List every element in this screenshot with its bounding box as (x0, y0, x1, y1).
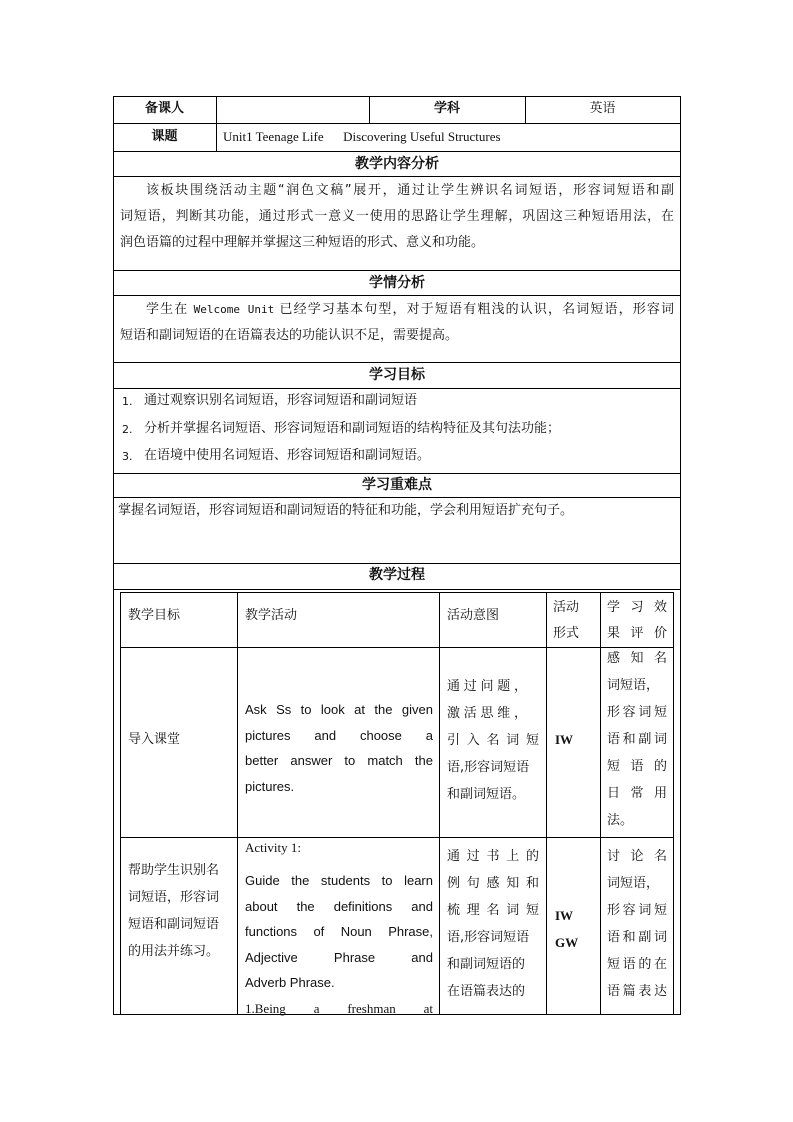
row-divider (113, 295, 681, 296)
objective-num: 2. (122, 423, 133, 436)
row-divider (113, 270, 681, 271)
inner-row-divider (120, 647, 674, 648)
objective-num: 1. (122, 395, 133, 408)
row2-form: IW GW (555, 908, 579, 950)
row-divider (113, 497, 681, 498)
inner-col-divider (600, 592, 601, 1015)
key-points-text: 掌握名词短语，形容词短语和副词短语的特征和功能，学会利用短语扩充句子。 (118, 503, 574, 518)
col-divider (216, 96, 217, 152)
objective-num: 3. (122, 450, 133, 463)
content-analysis-line: 词短语，判断其功能，通过形式一意义一使用的思路让学生理解，巩固这三种短语用法，在 (120, 209, 674, 224)
objective-text: 在语境中使用名词短语、形容词短语和副词短语。 (144, 448, 431, 463)
inner-border-top (120, 592, 674, 593)
inner-col-divider (546, 592, 547, 1015)
content-analysis-text (120, 178, 674, 256)
inner-col-divider (439, 592, 440, 1015)
row-divider (113, 151, 681, 152)
row2-activity-example: 1.Being a freshman at (245, 1001, 433, 1016)
header-eval: 学习效 果评价 (607, 600, 667, 641)
header-goal: 教学目标 (128, 608, 181, 623)
row-divider (113, 473, 681, 474)
inner-border-right (673, 592, 674, 1015)
inner-border-left (120, 592, 121, 1015)
table-border-top (113, 96, 681, 97)
topic-label: 课题 (151, 129, 178, 144)
subject-label: 学科 (433, 101, 460, 116)
row1-form: IW (555, 732, 574, 747)
row2-goal: 帮助学生识别名 词短语，形容词 短语和副词短语 的用法并练习。 (128, 863, 220, 959)
header-intent: 活动意图 (447, 608, 500, 623)
topic-value: Unit1 Teenage Life Discovering Useful Structures (223, 129, 501, 144)
row-divider (113, 563, 681, 564)
row-divider (113, 589, 681, 590)
inner-row-divider (120, 837, 674, 838)
row2-activity: Guide the students to learn about the definitions and functions of Noun Phrase, Adjective Phrase and Adverb Phrase. (245, 873, 433, 991)
objectives-title: 学习目标 (369, 367, 425, 383)
learner-analysis-title: 学情分析 (369, 275, 425, 291)
row-divider (113, 388, 681, 389)
row-divider (113, 362, 681, 363)
row2-activity-heading: Activity 1: (245, 840, 301, 855)
learner-analysis-text (120, 297, 674, 349)
row1-eval: 感知名 词短语， 形容词短 语和副词 短语的 日常用 法。 (607, 651, 667, 828)
row2-intent: 通过书上的 例句感知和 梳理名词短 语,形容词短语 和副词短语的 在语篇表达的 (447, 849, 539, 999)
learner-analysis-line: 学生在 Welcome Unit 已经学习基本句型，对于短语有粗浅的认识，名词短语，形容词 (146, 302, 674, 317)
objective-text: 通过观察识别名词短语，形容词短语和副词短语 (144, 393, 418, 408)
row1-intent: 通过问题， 激活思维， 引入名词短 语,形容词短语 和副词短语。 (447, 679, 539, 802)
key-points-title: 学习重难点 (362, 477, 432, 493)
inner-col-divider (237, 592, 238, 1015)
row-divider (113, 176, 681, 177)
header-form: 活动 形式 (553, 600, 580, 641)
learner-analysis-line: 短语和副词短语的在语篇表达的功能认识不足，需要提高。 (120, 328, 459, 343)
row2-eval: 讨论名 词短语， 形容词短 语和副词 短语的在 语篇表达 (607, 849, 667, 999)
header-activity: 教学活动 (245, 608, 298, 623)
row1-goal: 导入课堂 (128, 732, 181, 747)
objective-text: 分析并掌握名词短语、形容词短语和副词短语的结构特征及其句法功能； (144, 421, 561, 436)
content-analysis-line: 润色语篇的过程中理解并掌握这三种短语的形式、意义和功能。 (120, 235, 485, 250)
content-analysis-line: 该板块围绕活动主题“润色文稿”展开，通过让学生辨识名词短语，形容词短语和副 (146, 183, 674, 198)
preparer-label: 备课人 (144, 101, 184, 116)
table-border-right (680, 96, 681, 1015)
row1-activity: Ask Ss to look at the given pictures and choose a better answer to match the pictures. (245, 702, 433, 794)
row-divider (113, 123, 681, 124)
table-border-left (113, 96, 114, 1015)
subject-value: 英语 (589, 101, 616, 116)
process-title: 教学过程 (369, 567, 425, 583)
content-analysis-title: 教学内容分析 (355, 156, 439, 172)
